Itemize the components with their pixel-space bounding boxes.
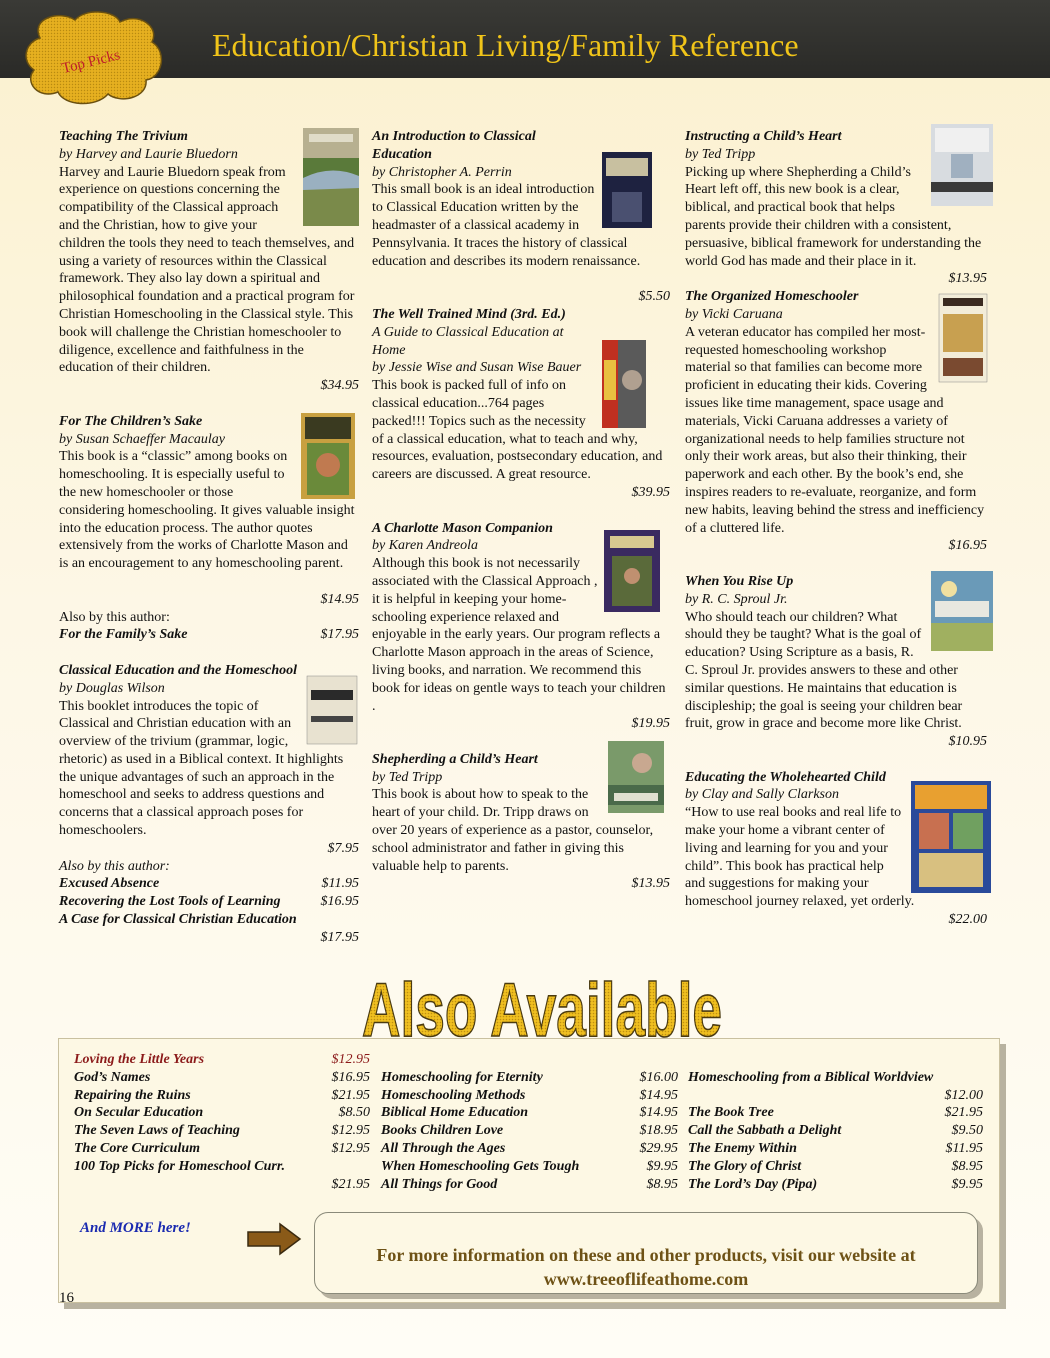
book-shepherding-childs-heart: [372, 751, 670, 893]
book-title: The Well Trained Mind (3rd. Ed.): [372, 306, 566, 322]
book-title: Classical Education and the Homeschool: [59, 662, 298, 678]
book-cover-classical-education: [307, 676, 357, 744]
book-price: $39.95: [631, 484, 670, 500]
also-available-item: Homeschooling from a Biblical Worldview: [688, 1069, 934, 1085]
column-2: [372, 128, 670, 911]
also-available-item: The Enemy Within $11.95: [688, 1140, 983, 1156]
also-by-author-item: A Case for Classical Christian Education: [59, 912, 297, 928]
website-info-box: [314, 1212, 978, 1294]
book-price: $34.95: [320, 378, 359, 394]
also-available-item: The Seven Laws of Teaching $12.95: [74, 1123, 370, 1139]
book-cover-childrens-sake: [301, 413, 355, 499]
also-available-column-3: [688, 1069, 983, 1194]
book-cover-organized-homeschooler: [939, 294, 987, 382]
book-cover-teaching-trivium: [303, 128, 359, 226]
book-description: Harvey and Laurie Bluedorn speak from experience on questions concerning the compatibility of the Classical approach and the Christian, how to give your children the tools they need to teach themselves, and using a variety of resources within the Classical framework. They also lay down a spiritual and philosophical foundation and a practical program for Christian Homeschooling in the Classical style. This book will challenge the Christian homeschooler to diligence, excellence and faithfulness in the education of their children.: [59, 164, 355, 376]
book-description: Although this book is not necessarily associated with the Classical Approach , it is helpful in keeping your home-schooling experience relaxed and enjoyable in the early years. Our program reflects a Charlotte Mason approach in the areas of Science, living books, and narration. We recommend this book for ideas on gentle ways to teach your children .: [372, 556, 666, 714]
book-cover-when-you-rise-up: [931, 571, 993, 651]
book-author: by Susan Schaeffer Macaulay: [59, 431, 226, 447]
book-price: $16.95: [948, 538, 987, 554]
book-author: by Vicki Caruana: [685, 306, 783, 322]
book-when-you-rise-up: [685, 573, 987, 751]
book-description: Picking up where Shepherding a Child’s Heart left off, this new book is a clear, biblical, and practical book that helps parents provide their children with a consistent, persuasive, biblical framework for understanding the world God has made and their place in it.: [685, 164, 982, 269]
book-author: by Karen Andreola: [372, 538, 479, 554]
book-title: Instructing a Child’s Heart: [685, 129, 842, 144]
book-instructing-childs-heart: [685, 128, 987, 288]
also-available-item: Books Children Love $18.95: [381, 1123, 678, 1139]
book-author: by Harvey and Laurie Bluedorn: [59, 146, 238, 162]
website-link[interactable]: www.treeoflifeathome.com: [543, 1269, 749, 1289]
also-available-item: $12.00: [944, 1087, 983, 1103]
book-cover-intro-classical: [602, 152, 652, 228]
also-by-author-item: Excused Absence $11.95: [59, 876, 359, 892]
book-description: This book is about how to speak to the heart of your child. Dr. Tripp draws on over 20 years of experience as a pastor, counselor, school administrator and father in giving this valuable help to parents.: [372, 787, 654, 874]
book-author: by Douglas Wilson: [59, 680, 165, 696]
book-childrens-sake: [59, 413, 359, 644]
page-number: 16: [59, 1290, 74, 1306]
book-cover-wholehearted-child: [911, 781, 991, 893]
book-title: Teaching The Trivium: [59, 129, 188, 144]
also-available-column-1: [74, 1051, 370, 1193]
svg-text:Also Available: Also Available: [362, 968, 722, 1053]
also-available-item: On Secular Education $8.50: [74, 1105, 370, 1121]
also-available-item: God’s Names $16.95: [74, 1069, 370, 1085]
book-price: $13.95: [948, 271, 987, 287]
also-available-item: Homeschooling for Eternity $16.00: [381, 1069, 678, 1085]
also-available-item: All Through the Ages $29.95: [381, 1140, 678, 1156]
book-price: $13.95: [631, 876, 670, 892]
book-cover-shepherding: [608, 741, 664, 813]
page-title: Education/Christian Living/Family Reference: [212, 27, 799, 63]
also-by-author-item: For the Family’s Sake $17.95: [59, 627, 359, 643]
also-available-item: Biblical Home Education $14.95: [381, 1105, 678, 1121]
also-available-item: $21.95: [331, 1176, 370, 1192]
book-description: This small book is an ideal introduction to Classical Education written by the headmaster of a classical academy in Pennsylvania. It traces the history of classical education and describes its modern renaissance.: [372, 182, 641, 269]
book-author: by Jessie Wise and Susan Wise Bauer: [372, 360, 582, 376]
also-available-item: Call the Sabbath a Delight $9.50: [688, 1123, 983, 1139]
book-charlotte-mason-companion: [372, 520, 670, 734]
book-price: $7.95: [327, 840, 359, 856]
book-price: $14.95: [320, 591, 359, 607]
book-description: This booklet introduces the topic of Classical and Christian education with an overview of the trivium (grammar, logic, rhetoric) as used in a Biblical context. It highlights the unique advantages of such an approach in the homeschool and seeks to address questions and concerns that a classical approach poses for homeschoolers.: [59, 698, 344, 839]
also-available-item: Homeschooling Methods $14.95: [381, 1087, 678, 1103]
book-description: Who should teach our children? What should they be taught? What is the goal of education? Using Scripture as a basis, R. C. Sproul Jr. provides answers to these and other similar questions. He maintains that education is discipleship; the goal is seeing your children bear fruit, grow in grace and become more like Christ.: [685, 609, 963, 732]
also-by-author-price: $17.95: [320, 929, 359, 945]
book-educating-wholehearted-child: [685, 769, 987, 929]
book-price: $10.95: [948, 734, 987, 750]
info-text: For more information on these and other products, visit our website at: [376, 1245, 916, 1265]
book-cover-well-trained-mind: [602, 340, 646, 428]
book-author: by Clay and Sally Clarkson: [685, 787, 839, 803]
book-author: by Ted Tripp: [685, 146, 756, 162]
book-cover-instructing: [931, 124, 993, 206]
book-intro-classical-education: [372, 128, 670, 306]
also-available-item: The Book Tree $21.95: [688, 1105, 983, 1121]
book-title: The Organized Homeschooler: [685, 289, 859, 305]
book-title: For The Children’s Sake: [59, 413, 203, 429]
book-organized-homeschooler: [685, 288, 987, 555]
also-available-heading: [352, 958, 732, 1053]
column-1: [59, 128, 359, 964]
book-description: This book is packed full of info on classical education...764 pages packed!!! Topics such as the necessity of a classical education, what to teach and why, resources, evaluation, postsecondary education, and careers are discussed. A great resource.: [372, 378, 663, 483]
book-title: When You Rise Up: [685, 573, 794, 589]
book-description: “How to use real books and real life to make your home a vibrant center of living and learning for you and your child”. This book has practical help and suggestions for making your homeschool journey relaxed, yet orderly.: [685, 805, 915, 910]
also-by-author-item: Recovering the Lost Tools of Learning $16.95: [59, 894, 359, 910]
book-price: $22.00: [948, 912, 987, 928]
book-subtitle: A Guide to Classical Education at Home: [372, 324, 564, 358]
book-author: by Ted Tripp: [372, 769, 443, 785]
also-available-item: When Homeschooling Gets Tough $9.95: [381, 1158, 678, 1174]
also-available-item: 100 Top Picks for Homeschool Curr.: [74, 1158, 286, 1174]
book-description: This book is a “classic” among books on homeschooling. It is especially useful to the new homeschooler or those considering homeschooling. It gives valuable insight into the education process. The author quotes extensively from the works of Charlotte Mason and is an encouragement to any homeschooling parent.: [59, 449, 355, 572]
also-by-author-label: Also by this author:: [59, 858, 170, 874]
more-link[interactable]: And MORE here!: [80, 1220, 191, 1236]
book-title: An Introduction to Classical Education: [372, 129, 536, 162]
also-available-item: The Glory of Christ $8.95: [688, 1158, 983, 1174]
book-price: $5.50: [638, 289, 670, 305]
book-title: Educating the Wholehearted Child: [685, 769, 886, 785]
also-available-item: The Lord’s Day (Pipa) $9.95: [688, 1176, 983, 1192]
also-available-column-2: [381, 1069, 678, 1194]
book-well-trained-mind: [372, 306, 670, 502]
book-author: by Christopher A. Perrin: [372, 164, 512, 180]
book-description: A veteran educator has compiled her most-requested homeschooling workshop material so that families can become more proficient in educating their kids. Covering issues like time management, space usage and materials, Vicki Caruana addresses a variety of organizational needs to help families structure not only their work areas, but also their thinking, their paperwork and each other. By the book’s end, she inspires readers to re-evaluate, reorganize, and form new habits, leaving behind the stress and inefficiency of a cluttered life.: [685, 324, 985, 536]
top-picks-label: Top Picks: [60, 47, 122, 78]
book-cover-charlotte-mason: [604, 530, 660, 612]
book-title: A Charlotte Mason Companion: [372, 520, 553, 536]
book-title: Shepherding a Child’s Heart: [372, 751, 538, 767]
also-available-item: All Things for Good $8.95: [381, 1176, 678, 1192]
also-by-author-label: Also by this author:: [59, 609, 170, 625]
book-author: by R. C. Sproul Jr.: [685, 591, 788, 607]
top-picks-badge: [20, 8, 170, 108]
arrow-right-icon: [246, 1222, 302, 1256]
also-available-item: The Core Curriculum $12.95: [74, 1140, 370, 1156]
also-available-item: Loving the Little Years $12.95: [74, 1052, 370, 1067]
column-3: [685, 128, 987, 947]
also-available-item: Repairing the Ruins $21.95: [74, 1087, 370, 1103]
book-price: $19.95: [631, 716, 670, 732]
book-classical-education-homeschool: [59, 662, 359, 947]
book-teaching-trivium: [59, 128, 359, 395]
